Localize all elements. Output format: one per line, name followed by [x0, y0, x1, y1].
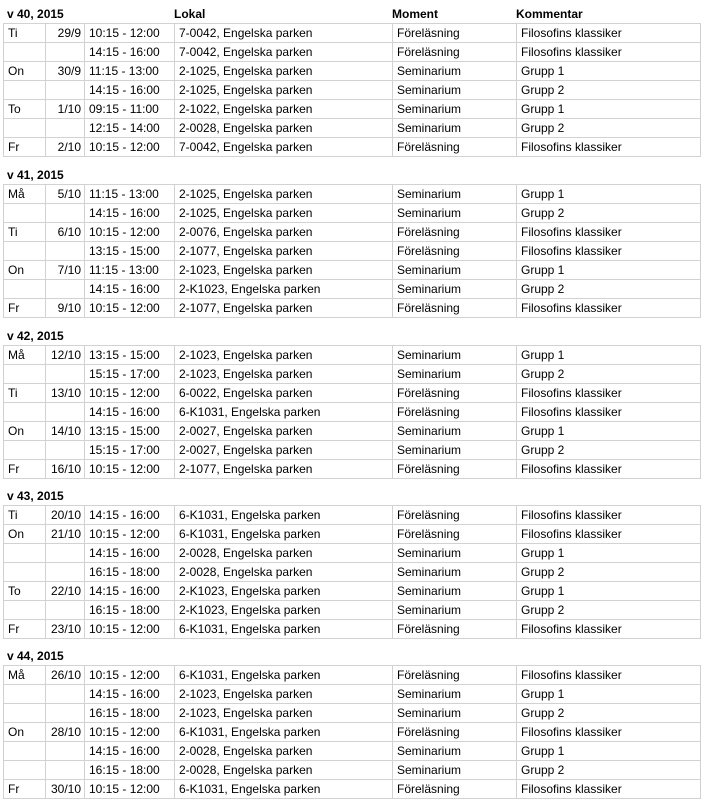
cell-date: 6/10	[46, 223, 85, 242]
table-row	[4, 138, 701, 157]
cell-day	[4, 119, 46, 138]
cell-day: Ti	[4, 506, 46, 525]
cell-moment: Seminarium	[393, 563, 517, 582]
cell-moment: Föreläsning	[393, 506, 517, 525]
cell-time: 13:15 - 15:00	[85, 242, 175, 261]
cell-room: 2-K1023, Engelska parken	[175, 582, 393, 601]
cell-time: 09:15 - 11:00	[85, 100, 175, 119]
cell-day	[4, 403, 46, 422]
table-row	[4, 460, 701, 479]
cell-room: 2-1077, Engelska parken	[175, 242, 393, 261]
cell-date	[46, 742, 85, 761]
cell-room: 2-1023, Engelska parken	[175, 685, 393, 704]
cell-date: 9/10	[46, 299, 85, 318]
cell-date: 2/10	[46, 138, 85, 157]
cell-time: 16:15 - 18:00	[85, 761, 175, 780]
cell-day: Fr	[4, 780, 46, 799]
week-heading: v 44, 2015	[7, 649, 64, 663]
cell-comment: Grupp 2	[517, 280, 701, 299]
cell-moment: Föreläsning	[393, 525, 517, 544]
cell-moment: Seminarium	[393, 365, 517, 384]
cell-moment: Föreläsning	[393, 620, 517, 639]
cell-time: 14:15 - 16:00	[85, 506, 175, 525]
cell-date	[46, 81, 85, 100]
table-row	[4, 506, 701, 525]
cell-time: 16:15 - 18:00	[85, 601, 175, 620]
cell-room: 6-K1031, Engelska parken	[175, 506, 393, 525]
week-heading: v 41, 2015	[7, 168, 64, 182]
cell-date: 28/10	[46, 723, 85, 742]
table-row	[4, 280, 701, 299]
cell-room: 2-1025, Engelska parken	[175, 81, 393, 100]
cell-date	[46, 204, 85, 223]
cell-moment: Seminarium	[393, 185, 517, 204]
cell-day	[4, 204, 46, 223]
cell-day	[4, 742, 46, 761]
cell-comment: Grupp 2	[517, 441, 701, 460]
cell-date	[46, 704, 85, 723]
cell-date	[46, 242, 85, 261]
table-row	[4, 723, 701, 742]
cell-comment: Grupp 2	[517, 704, 701, 723]
cell-date: 29/9	[46, 24, 85, 43]
cell-comment: Filosofins klassiker	[517, 506, 701, 525]
cell-room: 6-K1031, Engelska parken	[175, 666, 393, 685]
cell-moment: Seminarium	[393, 62, 517, 81]
cell-comment: Grupp 1	[517, 422, 701, 441]
cell-day	[4, 544, 46, 563]
cell-time: 11:15 - 13:00	[85, 62, 175, 81]
cell-comment: Grupp 1	[517, 346, 701, 365]
cell-moment: Seminarium	[393, 761, 517, 780]
cell-comment: Filosofins klassiker	[517, 666, 701, 685]
table-row	[4, 24, 701, 43]
cell-day: On	[4, 62, 46, 81]
table-row	[4, 119, 701, 138]
cell-comment: Filosofins klassiker	[517, 525, 701, 544]
cell-room: 2-1077, Engelska parken	[175, 460, 393, 479]
cell-time: 14:15 - 16:00	[85, 685, 175, 704]
cell-room: 2-1023, Engelska parken	[175, 346, 393, 365]
cell-room: 6-K1031, Engelska parken	[175, 403, 393, 422]
cell-date	[46, 43, 85, 62]
cell-time: 16:15 - 18:00	[85, 563, 175, 582]
cell-moment: Föreläsning	[393, 242, 517, 261]
cell-day	[4, 704, 46, 723]
cell-room: 2-1077, Engelska parken	[175, 299, 393, 318]
cell-room: 6-K1031, Engelska parken	[175, 525, 393, 544]
cell-day: Må	[4, 666, 46, 685]
cell-date: 12/10	[46, 346, 85, 365]
week-table	[3, 184, 701, 318]
cell-day: On	[4, 422, 46, 441]
cell-comment: Filosofins klassiker	[517, 43, 701, 62]
cell-time: 10:15 - 12:00	[85, 723, 175, 742]
cell-comment: Grupp 2	[517, 119, 701, 138]
week-table	[3, 345, 701, 479]
cell-moment: Föreläsning	[393, 384, 517, 403]
cell-moment: Seminarium	[393, 601, 517, 620]
cell-room: 2-0028, Engelska parken	[175, 119, 393, 138]
table-row	[4, 242, 701, 261]
cell-moment: Föreläsning	[393, 666, 517, 685]
cell-date: 20/10	[46, 506, 85, 525]
cell-room: 2-0028, Engelska parken	[175, 742, 393, 761]
cell-comment: Filosofins klassiker	[517, 620, 701, 639]
cell-moment: Föreläsning	[393, 24, 517, 43]
cell-date: 5/10	[46, 185, 85, 204]
cell-time: 13:15 - 15:00	[85, 422, 175, 441]
cell-moment: Seminarium	[393, 422, 517, 441]
cell-date	[46, 441, 85, 460]
cell-day: Må	[4, 185, 46, 204]
cell-comment: Grupp 1	[517, 685, 701, 704]
week-heading: v 40, 2015	[7, 7, 64, 21]
cell-time: 14:15 - 16:00	[85, 403, 175, 422]
week-table	[3, 505, 701, 639]
cell-time: 10:15 - 12:00	[85, 384, 175, 403]
cell-comment: Grupp 1	[517, 100, 701, 119]
cell-date	[46, 280, 85, 299]
cell-moment: Seminarium	[393, 261, 517, 280]
table-row	[4, 780, 701, 799]
cell-date: 13/10	[46, 384, 85, 403]
cell-date: 22/10	[46, 582, 85, 601]
cell-moment: Seminarium	[393, 204, 517, 223]
cell-room: 2-0076, Engelska parken	[175, 223, 393, 242]
cell-comment: Grupp 2	[517, 204, 701, 223]
cell-room: 2-1025, Engelska parken	[175, 204, 393, 223]
cell-date: 16/10	[46, 460, 85, 479]
cell-comment: Grupp 2	[517, 365, 701, 384]
cell-date	[46, 544, 85, 563]
cell-room: 6-K1031, Engelska parken	[175, 780, 393, 799]
cell-moment: Seminarium	[393, 81, 517, 100]
cell-moment: Seminarium	[393, 685, 517, 704]
cell-moment: Seminarium	[393, 119, 517, 138]
cell-moment: Seminarium	[393, 704, 517, 723]
cell-time: 10:15 - 12:00	[85, 780, 175, 799]
cell-date: 14/10	[46, 422, 85, 441]
cell-room: 6-K1031, Engelska parken	[175, 723, 393, 742]
cell-room: 2-1023, Engelska parken	[175, 365, 393, 384]
cell-time: 14:15 - 16:00	[85, 582, 175, 601]
cell-time: 10:15 - 12:00	[85, 620, 175, 639]
cell-room: 2-0028, Engelska parken	[175, 563, 393, 582]
cell-date	[46, 365, 85, 384]
cell-day: On	[4, 525, 46, 544]
table-row	[4, 704, 701, 723]
table-row	[4, 43, 701, 62]
cell-day: Ti	[4, 223, 46, 242]
cell-day: Fr	[4, 299, 46, 318]
cell-time: 14:15 - 16:00	[85, 43, 175, 62]
cell-room: 6-K1031, Engelska parken	[175, 620, 393, 639]
table-row	[4, 346, 701, 365]
table-row	[4, 544, 701, 563]
cell-day	[4, 81, 46, 100]
cell-time: 10:15 - 12:00	[85, 525, 175, 544]
table-row	[4, 620, 701, 639]
cell-moment: Föreläsning	[393, 43, 517, 62]
cell-moment: Föreläsning	[393, 780, 517, 799]
cell-day	[4, 280, 46, 299]
cell-room: 7-0042, Engelska parken	[175, 24, 393, 43]
table-row	[4, 384, 701, 403]
cell-date	[46, 601, 85, 620]
cell-moment: Seminarium	[393, 346, 517, 365]
column-header-kommentar: Kommentar	[516, 7, 583, 21]
table-row	[4, 261, 701, 280]
cell-time: 10:15 - 12:00	[85, 666, 175, 685]
cell-comment: Grupp 2	[517, 81, 701, 100]
cell-room: 2-K1023, Engelska parken	[175, 280, 393, 299]
cell-time: 13:15 - 15:00	[85, 346, 175, 365]
table-row	[4, 223, 701, 242]
cell-day: Fr	[4, 460, 46, 479]
cell-time: 10:15 - 12:00	[85, 138, 175, 157]
cell-moment: Föreläsning	[393, 299, 517, 318]
cell-comment: Grupp 2	[517, 563, 701, 582]
column-header-lokal: Lokal	[174, 7, 206, 21]
cell-comment: Grupp 1	[517, 261, 701, 280]
cell-comment: Filosofins klassiker	[517, 24, 701, 43]
table-row	[4, 761, 701, 780]
cell-moment: Föreläsning	[393, 723, 517, 742]
cell-comment: Grupp 1	[517, 582, 701, 601]
cell-time: 10:15 - 12:00	[85, 299, 175, 318]
cell-time: 10:15 - 12:00	[85, 460, 175, 479]
cell-comment: Filosofins klassiker	[517, 384, 701, 403]
cell-day	[4, 563, 46, 582]
table-row	[4, 100, 701, 119]
cell-moment: Föreläsning	[393, 460, 517, 479]
cell-date	[46, 761, 85, 780]
cell-time: 11:15 - 13:00	[85, 185, 175, 204]
cell-time: 15:15 - 17:00	[85, 441, 175, 460]
cell-room: 2-1022, Engelska parken	[175, 100, 393, 119]
cell-day: To	[4, 100, 46, 119]
cell-day	[4, 761, 46, 780]
cell-moment: Föreläsning	[393, 403, 517, 422]
cell-room: 2-1023, Engelska parken	[175, 704, 393, 723]
week-heading: v 42, 2015	[7, 329, 64, 343]
cell-comment: Grupp 1	[517, 62, 701, 81]
cell-room: 7-0042, Engelska parken	[175, 138, 393, 157]
table-row	[4, 742, 701, 761]
cell-time: 15:15 - 17:00	[85, 365, 175, 384]
cell-day	[4, 601, 46, 620]
cell-comment: Grupp 1	[517, 742, 701, 761]
cell-time: 14:15 - 16:00	[85, 742, 175, 761]
cell-time: 12:15 - 14:00	[85, 119, 175, 138]
cell-room: 2-K1023, Engelska parken	[175, 601, 393, 620]
cell-comment: Filosofins klassiker	[517, 403, 701, 422]
cell-moment: Seminarium	[393, 441, 517, 460]
cell-day	[4, 365, 46, 384]
cell-date: 1/10	[46, 100, 85, 119]
cell-date: 30/9	[46, 62, 85, 81]
cell-comment: Grupp 2	[517, 761, 701, 780]
cell-comment: Grupp 1	[517, 185, 701, 204]
cell-day: To	[4, 582, 46, 601]
table-row	[4, 601, 701, 620]
cell-moment: Föreläsning	[393, 223, 517, 242]
cell-comment: Filosofins klassiker	[517, 223, 701, 242]
cell-day: Fr	[4, 138, 46, 157]
cell-day: Fr	[4, 620, 46, 639]
cell-date	[46, 403, 85, 422]
cell-date: 26/10	[46, 666, 85, 685]
table-row	[4, 563, 701, 582]
cell-moment: Seminarium	[393, 280, 517, 299]
cell-comment: Filosofins klassiker	[517, 138, 701, 157]
cell-moment: Seminarium	[393, 100, 517, 119]
cell-moment: Seminarium	[393, 582, 517, 601]
table-row	[4, 365, 701, 384]
cell-moment: Föreläsning	[393, 138, 517, 157]
cell-time: 11:15 - 13:00	[85, 261, 175, 280]
cell-day	[4, 43, 46, 62]
week-heading: v 43, 2015	[7, 489, 64, 503]
cell-day: Må	[4, 346, 46, 365]
cell-date: 7/10	[46, 261, 85, 280]
cell-date: 23/10	[46, 620, 85, 639]
cell-day: On	[4, 723, 46, 742]
cell-comment: Filosofins klassiker	[517, 780, 701, 799]
cell-date	[46, 685, 85, 704]
table-row	[4, 422, 701, 441]
cell-room: 2-0027, Engelska parken	[175, 441, 393, 460]
cell-room: 2-0028, Engelska parken	[175, 761, 393, 780]
cell-comment: Grupp 1	[517, 544, 701, 563]
cell-comment: Filosofins klassiker	[517, 460, 701, 479]
cell-day: Ti	[4, 24, 46, 43]
cell-day	[4, 242, 46, 261]
cell-room: 7-0042, Engelska parken	[175, 43, 393, 62]
column-header-moment: Moment	[392, 7, 438, 21]
cell-date	[46, 119, 85, 138]
cell-time: 10:15 - 12:00	[85, 24, 175, 43]
cell-room: 2-1025, Engelska parken	[175, 62, 393, 81]
cell-comment: Filosofins klassiker	[517, 299, 701, 318]
cell-room: 2-1023, Engelska parken	[175, 261, 393, 280]
cell-time: 14:15 - 16:00	[85, 204, 175, 223]
cell-room: 2-1025, Engelska parken	[175, 185, 393, 204]
cell-date	[46, 563, 85, 582]
cell-day: Ti	[4, 384, 46, 403]
week-table	[3, 23, 701, 157]
cell-time: 10:15 - 12:00	[85, 223, 175, 242]
cell-day	[4, 441, 46, 460]
cell-day	[4, 685, 46, 704]
table-row	[4, 185, 701, 204]
cell-room: 2-0028, Engelska parken	[175, 544, 393, 563]
week-table	[3, 665, 701, 799]
cell-time: 14:15 - 16:00	[85, 280, 175, 299]
cell-comment: Grupp 2	[517, 601, 701, 620]
table-row	[4, 525, 701, 544]
cell-time: 14:15 - 16:00	[85, 544, 175, 563]
cell-comment: Filosofins klassiker	[517, 242, 701, 261]
table-row	[4, 685, 701, 704]
table-row	[4, 666, 701, 685]
cell-room: 2-0027, Engelska parken	[175, 422, 393, 441]
table-row	[4, 441, 701, 460]
table-row	[4, 204, 701, 223]
cell-room: 6-0022, Engelska parken	[175, 384, 393, 403]
cell-moment: Seminarium	[393, 742, 517, 761]
cell-time: 16:15 - 18:00	[85, 704, 175, 723]
cell-day: On	[4, 261, 46, 280]
cell-date: 30/10	[46, 780, 85, 799]
table-row	[4, 582, 701, 601]
cell-moment: Seminarium	[393, 544, 517, 563]
table-row	[4, 299, 701, 318]
cell-date: 21/10	[46, 525, 85, 544]
table-row	[4, 403, 701, 422]
cell-comment: Filosofins klassiker	[517, 723, 701, 742]
cell-time: 14:15 - 16:00	[85, 81, 175, 100]
table-row	[4, 81, 701, 100]
table-row	[4, 62, 701, 81]
